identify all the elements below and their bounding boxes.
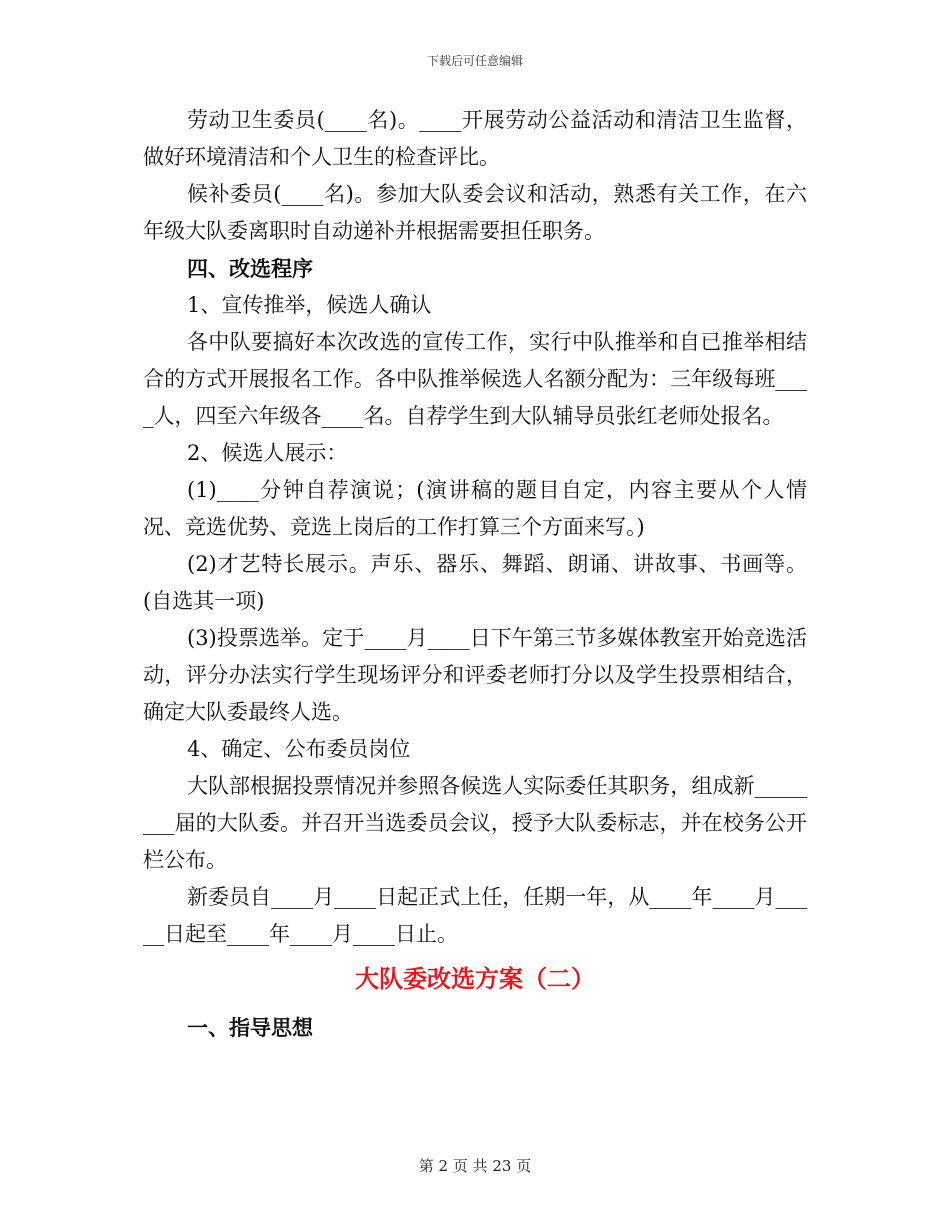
paragraph-nomination: 各中队要搞好本次改选的宣传工作，实行中队推举和自已推举相结合的方式开展报名工作。各中队推举候选人名额分配为：三年级每班____人，四至六年级各____名。自荐学生到大队辅导员张红老师处报名。 (143, 330, 807, 428)
heading-election-procedure: 四、改选程序 (187, 256, 313, 281)
subheading-publicity: 1、宣传推举，候选人确认 (187, 293, 432, 317)
subheading-confirm-positions: 4、确定、公布委员岗位 (187, 737, 411, 761)
document-body (143, 102, 807, 1046)
page-header: 下载后可任意编辑 (426, 54, 523, 68)
section-title: 大队委改选方案（二） (355, 964, 595, 993)
paragraph-alternate-members: 候补委员(____名)。参加大队委会议和活动，熟悉有关工作，在六年级大队委离职时自动递补并根据需要担任职务。 (143, 182, 807, 243)
paragraph-talent: (2)才艺特长展示。声乐、器乐、舞蹈、朗诵、讲故事、书画等。(自选其一项) (143, 552, 807, 613)
subheading-candidate-show: 2、候选人展示： (187, 441, 348, 465)
page-footer: 第 2 页 共 23 页 (418, 1157, 532, 1175)
paragraph-term: 新委员自____月____日起正式上任，任期一年，从____年____月_____日起至____年____月____日止。 (143, 885, 807, 946)
paragraph-voting: (3)投票选举。定于____月____日下午第三节多媒体教室开始竞选活动，评分办法实行学生现场评分和评委老师打分以及学生投票相结合，确定大队委最终人选。 (143, 626, 807, 724)
heading-guiding-ideology: 一、指导思想 (187, 1015, 313, 1040)
paragraph-speech: (1)____分钟自荐演说；(演讲稿的题目自定，内容主要从个人情况、竞选优势、竞选上岗后的工作打算三个方面来写。) (143, 478, 807, 539)
paragraph-labor-hygiene: 劳动卫生委员(____名)。____开展劳动公益活动和清洁卫生监督，做好环境清洁和个人卫生的检查评比。 (143, 108, 807, 169)
paragraph-appointment: 大队部根据投票情况并参照各候选人实际委任其职务，组成新________届的大队委。并召开当选委员会议，授予大队委标志，并在校务公开栏公布。 (143, 774, 807, 872)
